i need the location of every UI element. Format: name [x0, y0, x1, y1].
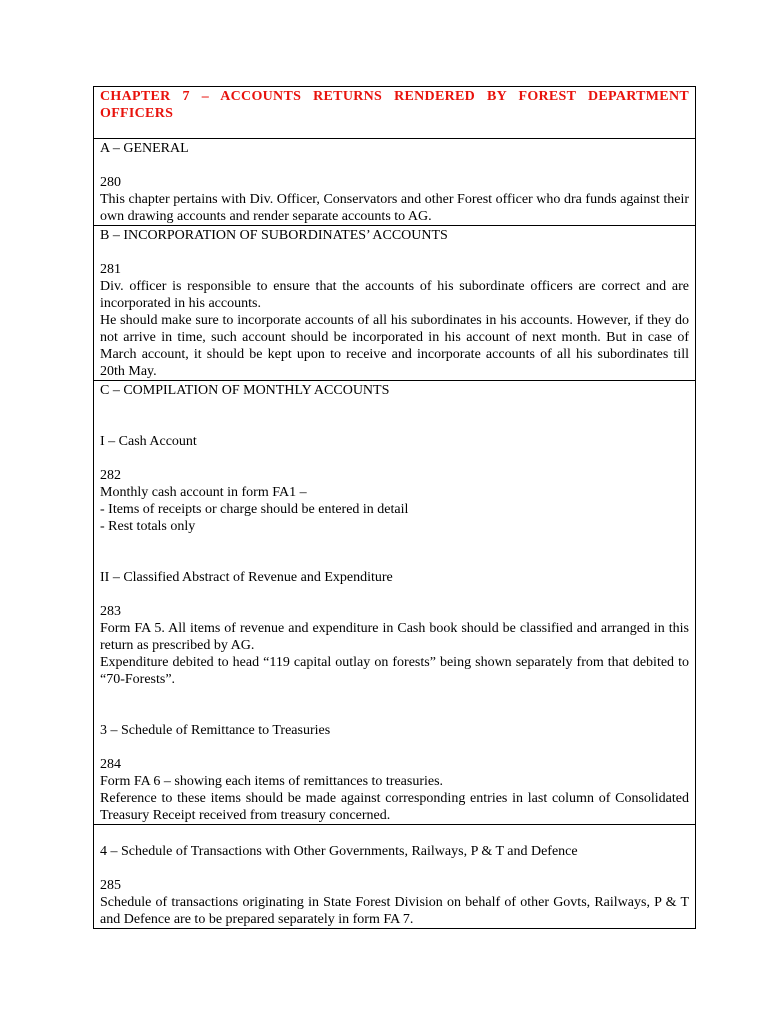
- paragraph-number: 284: [100, 757, 121, 772]
- paragraph-number: 281: [100, 262, 121, 277]
- paragraph-text: - Items of receipts or charge should be entered in detail: [100, 502, 409, 517]
- section-heading: A – GENERAL: [100, 141, 189, 156]
- document-table: [93, 86, 696, 929]
- paragraph-number: 280: [100, 175, 121, 190]
- chapter-title-row: [94, 87, 696, 139]
- section-heading: C – COMPILATION OF MONTHLY ACCOUNTS: [100, 383, 390, 398]
- paragraph-text: He should make sure to incorporate accounts of all his subordinates in his accounts. However, if they do not arrive in time, such account should be incorporated in his account of next month. But in case of March account, it should be kept upon to receive and incorporate accounts of all his subordinates till 20th May.: [100, 313, 689, 379]
- section-incorporation: [94, 226, 696, 381]
- paragraph-text: Expenditure debited to head “119 capital outlay on forests” being shown separately from that debited to “70-Forests”.: [100, 655, 689, 687]
- paragraph-text: Reference to these items should be made against corresponding entries in last column of Consolidated Treasury Receipt received from treasury concerned.: [100, 791, 689, 823]
- paragraph-text: Monthly cash account in form FA1 –: [100, 485, 307, 500]
- subsection-heading: 4 – Schedule of Transactions with Other Governments, Railways, P & T and Defence: [100, 844, 578, 859]
- section-general: [94, 139, 696, 226]
- paragraph-text: - Rest totals only: [100, 519, 196, 534]
- subsection-heading: II – Classified Abstract of Revenue and Expenditure: [100, 570, 393, 585]
- paragraph-text: This chapter pertains with Div. Officer, Conservators and other Forest officer who dra funds against their own drawing accounts and render separate accounts to AG.: [100, 192, 689, 224]
- paragraph-number: 285: [100, 878, 121, 893]
- paragraph-text: Div. officer is responsible to ensure that the accounts of his subordinate officers are correct and are incorporated in his accounts.: [100, 279, 689, 311]
- paragraph-number: 282: [100, 468, 121, 483]
- paragraph-text: Schedule of transactions originating in State Forest Division on behalf of other Govts, Railways, P & T and Defence are to be prepared separately in form FA 7.: [100, 895, 689, 927]
- paragraph-number: 283: [100, 604, 121, 619]
- section-heading: B – INCORPORATION OF SUBORDINATES’ ACCOUNTS: [100, 228, 448, 243]
- subsection-heading: I – Cash Account: [100, 434, 197, 449]
- subsection-heading: 3 – Schedule of Remittance to Treasuries: [100, 723, 331, 738]
- chapter-title: CHAPTER 7 – ACCOUNTS RETURNS RENDERED BY FOREST DEPARTMENT OFFICERS: [94, 87, 696, 139]
- section-transactions: [94, 825, 696, 929]
- paragraph-text: Form FA 6 – showing each items of remittances to treasuries.: [100, 774, 444, 789]
- paragraph-text: Form FA 5. All items of revenue and expenditure in Cash book should be classified and arranged in this return as prescribed by AG.: [100, 621, 689, 653]
- section-compilation: [94, 381, 696, 825]
